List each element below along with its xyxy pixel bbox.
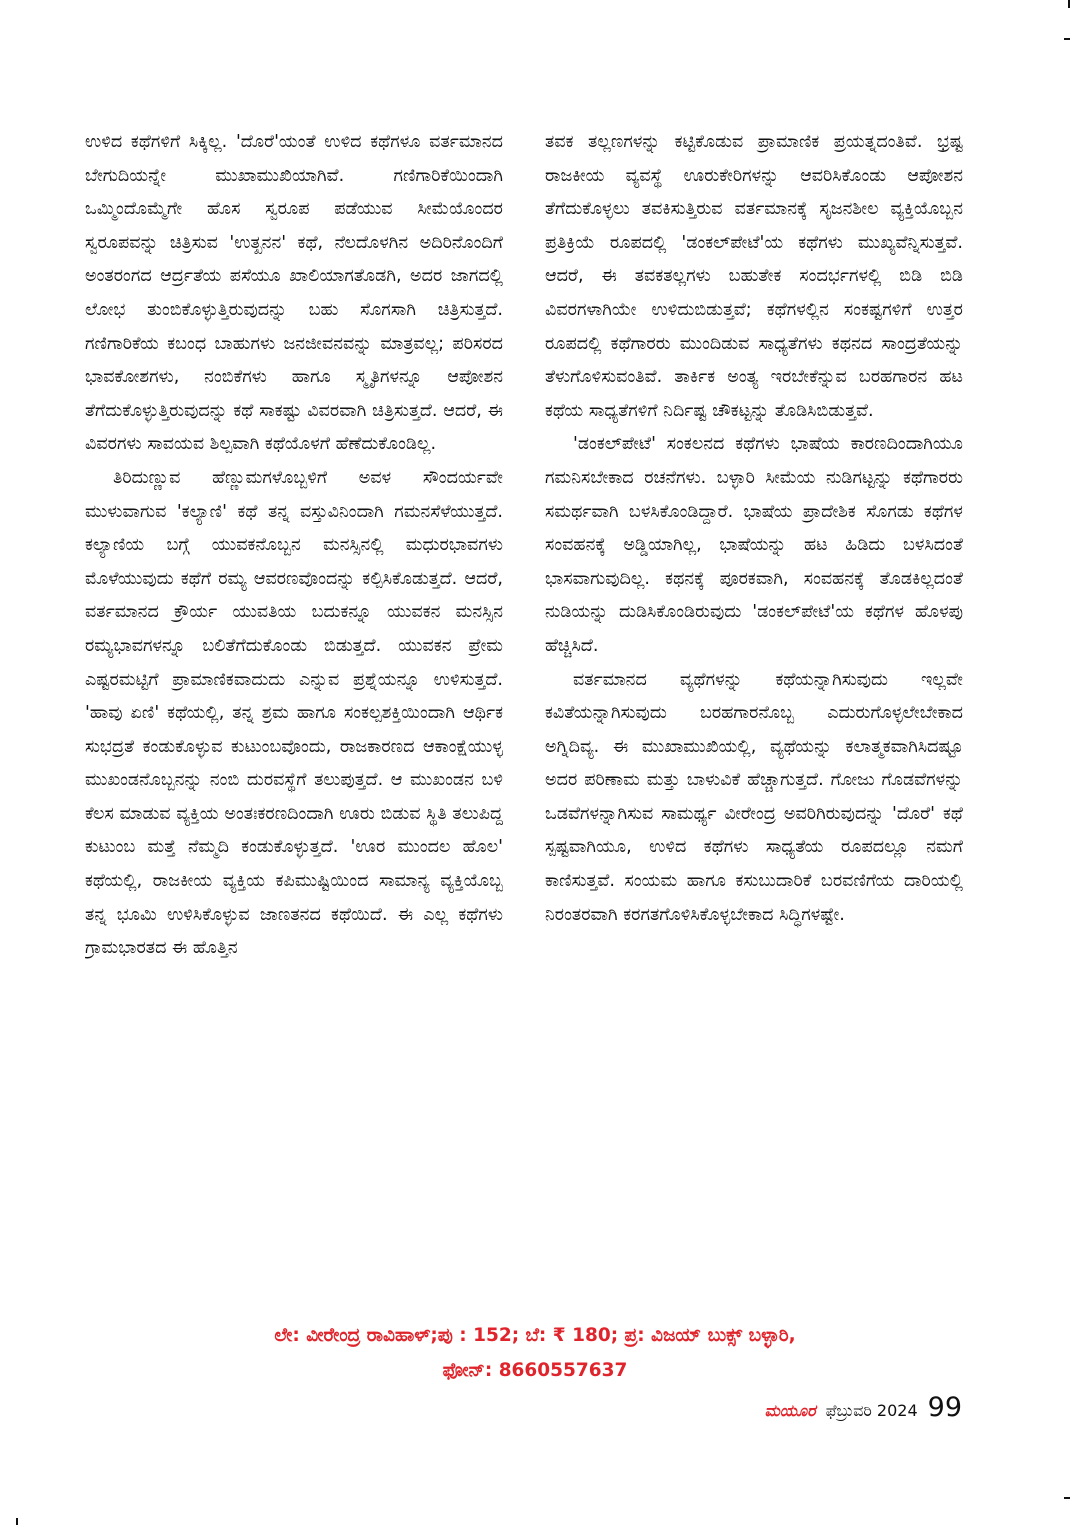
crop-mark-top-right: [1068, 0, 1070, 8]
left-column: [85, 126, 503, 1316]
page-footer: [765, 1392, 962, 1428]
crop-mark-bottom-left: [16, 1518, 18, 1525]
paragraph: ವರ್ತಮಾನದ ವ್ಯಥೆಗಳನ್ನು ಕಥೆಯನ್ನಾಗಿಸುವುದು ಇಲ್ಲವೇ ಕವಿತೆಯನ್ನಾಗಿಸುವುದು ಬರಹಗಾರನೊಬ್ಬ ಎದುರುಗೊಳ್ಳಲೇಬೇಕಾದ ಅಗ್ನಿದಿವ್ಯ. ಈ ಮುಖಾಮುಖಿಯಲ್ಲಿ, ವ್ಯಥೆಯನ್ನು ಕಲಾತ್ಮಕವಾಗಿಸಿದಷ್ಟೂ ಅದರ ಪರಿಣಾಮ ಮತ್ತು ಬಾಳುವಿಕೆ ಹೆಚ್ಚಾಗುತ್ತದೆ. ಗೋಜು ಗೊಡವೆಗಳನ್ನು ಒಡವೆಗಳನ್ನಾಗಿಸುವ ಸಾಮರ್ಥ್ಯ ವೀರೇಂದ್ರ ಅವರಿಗಿರುವುದನ್ನು 'ದೊರೆ' ಕಥೆ ಸ್ಪಷ್ಟವಾಗಿಯೂ, ಉಳಿದ ಕಥೆಗಳು ಸಾಧ್ಯತೆಯ ರೂಪದಲ್ಲೂ ನಮಗೆ ಕಾಣಿಸುತ್ತವೆ. ಸಂಯಮ ಹಾಗೂ ಕಸುಬುದಾರಿಕೆ ಬರವಣಿಗೆಯ ದಾರಿಯಲ್ಲಿ ನಿರಂತರವಾಗಿ ಕರಗತಗೊಳಿಸಿಕೊಳ್ಳಬೇಕಾದ ಸಿದ್ಧಿಗಳಷ್ಟೇ.: [545, 669, 963, 925]
paragraph: ಉಳಿದ ಕಥೆಗಳಿಗೆ ಸಿಕ್ಕಿಲ್ಲ. 'ದೊರೆ'ಯಂತೆ ಉಳಿದ ಕಥೆಗಳೂ ವರ್ತಮಾನದ ಬೇಗುದಿಯನ್ನೇ ಮುಖಾಮುಖಿಯಾಗಿವೆ. ಗಣಿಗಾರಿಕೆಯಿಂದಾಗಿ ಒಮ್ಮಿಂದೊಮ್ಮೆಗೇ ಹೊಸ ಸ್ವರೂಪ ಪಡೆಯುವ ಸೀಮೆಯೊಂದರ ಸ್ವರೂಪವನ್ನು ಚಿತ್ರಿಸುವ 'ಉತ್ಖನನ' ಕಥೆ, ನೆಲದೊಳಗಿನ ಅದಿರಿನೊಂದಿಗೆ ಅಂತರಂಗದ ಆರ್ದ್ರತೆಯ ಪಸೆಯೂ ಖಾಲಿಯಾಗತೊಡಗಿ, ಅದರ ಜಾಗದಲ್ಲಿ ಲೋಭ ತುಂಬಿಕೊಳ್ಳುತ್ತಿರುವುದನ್ನು ಬಹು ಸೊಗಸಾಗಿ ಚಿತ್ರಿಸುತ್ತದೆ. ಗಣಿಗಾರಿಕೆಯ ಕಬಂಧ ಬಾಹುಗಳು ಜನಜೀವನವನ್ನು ಮಾತ್ರವಲ್ಲ; ಪರಿಸರದ ಭಾವಕೋಶಗಳು, ನಂಬಿಕೆಗಳು ಹಾಗೂ ಸ್ಮೃತಿಗಳನ್ನೂ ಆಪೋಶನ ತೆಗೆದುಕೊಳ್ಳುತ್ತಿರುವುದನ್ನು ಕಥೆ ಸಾಕಷ್ಟು ವಿವರವಾಗಿ ಚಿತ್ರಿಸುತ್ತದೆ. ಆದರೆ, ಈ ವಿವರಗಳು ಸಾವಯವ ಶಿಲ್ಪವಾಗಿ ಕಥೆಯೊಳಗೆ ಹೆಣೆದುಕೊಂಡಿಲ್ಲ.: [85, 132, 503, 455]
paragraph: ತಿರಿದುಣ್ಣುವ ಹೆಣ್ಣುಮಗಳೊಬ್ಬಳಿಗೆ ಅವಳ ಸೌಂದರ್ಯವೇ ಮುಳುವಾಗುವ 'ಕಲ್ಯಾಣಿ' ಕಥೆ ತನ್ನ ವಸ್ತುವಿನಿಂದಾಗಿ ಗಮನಸೆಳೆಯುತ್ತದೆ. ಕಲ್ಯಾಣಿಯ ಬಗ್ಗೆ ಯುವಕನೊಬ್ಬನ ಮನಸ್ಸಿನಲ್ಲಿ ಮಧುರಭಾವಗಳು ಮೊಳೆಯುವುದು ಕಥೆಗೆ ರಮ್ಯ ಆವರಣವೊಂದನ್ನು ಕಲ್ಪಿಸಿಕೊಡುತ್ತದೆ. ಆದರೆ, ವರ್ತಮಾನದ ಕ್ರೌರ್ಯ ಯುವತಿಯ ಬದುಕನ್ನೂ ಯುವಕನ ಮನಸ್ಸಿನ ರಮ್ಯಭಾವಗಳನ್ನೂ ಬಲಿತೆಗೆದುಕೊಂಡು ಬಿಡುತ್ತದೆ. ಯುವಕನ ಪ್ರೇಮ ಎಷ್ಟರಮಟ್ಟಿಗೆ ಪ್ರಾಮಾಣಿಕವಾದುದು ಎನ್ನುವ ಪ್ರಶ್ನೆಯನ್ನೂ ಉಳಿಸುತ್ತದೆ. 'ಹಾವು ಏಣಿ' ಕಥೆಯಲ್ಲಿ, ತನ್ನ ಶ್ರಮ ಹಾಗೂ ಸಂಕಲ್ಪಶಕ್ತಿಯಿಂದಾಗಿ ಆರ್ಥಿಕ ಸುಭದ್ರತೆ ಕಂಡುಕೊಳ್ಳುವ ಕುಟುಂಬವೊಂದು, ರಾಜಕಾರಣದ ಆಕಾಂಕ್ಷೆಯುಳ್ಳ ಮುಖಂಡನೊಬ್ಬನನ್ನು ನಂಬಿ ದುರವಸ್ಥೆಗೆ ತಲುಪುತ್ತದೆ. ಆ ಮುಖಂಡನ ಬಳಿ ಕೆಲಸ ಮಾಡುವ ವ್ಯಕ್ತಿಯ ಅಂತಃಕರಣದಿಂದಾಗಿ ಊರು ಬಿಡುವ ಸ್ಥಿತಿ ತಲುಪಿದ್ದ ಕುಟುಂಬ ಮತ್ತೆ ನೆಮ್ಮದಿ ಕಂಡುಕೊಳ್ಳುತ್ತದೆ. 'ಊರ ಮುಂದಲ ಹೊಲ' ಕಥೆಯಲ್ಲಿ, ರಾಜಕೀಯ ವ್ಯಕ್ತಿಯ ಕಪಿಮುಷ್ಟಿಯಿಂದ ಸಾಮಾನ್ಯ ವ್ಯಕ್ತಿಯೊಬ್ಬ ತನ್ನ ಭೂಮಿ ಉಳಿಸಿಕೊಳ್ಳುವ ಜಾಣತನದ ಕಥೆಯಿದೆ. ಈ ಎಲ್ಲ ಕಥೆಗಳು ಗ್ರಾಮಭಾರತದ ಈ ಹೊತ್ತಿನ: [85, 467, 503, 959]
crop-mark-top-right-dash: [1064, 38, 1070, 40]
book-credits-line: ಲೇ: ವೀರೇಂದ್ರ ರಾವಿಹಾಳ್‌;ಪು : 152; ಬೆ: ₹ 180; ಪ್ರ: ವಿಜಯ್ ಬುಕ್ಸ್ ಬಳ್ಳಾರಿ,: [274, 1325, 796, 1346]
article-body: [85, 126, 963, 1316]
magazine-name: ಮಯೂರ: [764, 1401, 816, 1420]
paragraph: ತವಕ ತಲ್ಲಣಗಳನ್ನು ಕಟ್ಟಿಕೊಡುವ ಪ್ರಾಮಾಣಿಕ ಪ್ರಯತ್ನದಂತಿವೆ. ಭ್ರಷ್ಟ ರಾಜಕೀಯ ವ್ಯವಸ್ಥೆ ಊರುಕೇರಿಗಳನ್ನು ಆವರಿಸಿಕೊಂಡು ಆಪೋಶನ ತೆಗೆದುಕೊಳ್ಳಲು ತವಕಿಸುತ್ತಿರುವ ವರ್ತಮಾನಕ್ಕೆ ಸೃಜನಶೀಲ ವ್ಯಕ್ತಿಯೊಬ್ಬನ ಪ್ರತಿಕ್ರಿಯೆ ರೂಪದಲ್ಲಿ 'ಡಂಕಲ್‌ಪೇಟೆ'ಯ ಕಥೆಗಳು ಮುಖ್ಯವೆನ್ನಿಸುತ್ತವೆ. ಆದರೆ, ಈ ತವಕತಲ್ಲಗಳು ಬಹುತೇಕ ಸಂದರ್ಭಗಳಲ್ಲಿ ಬಿಡಿ ಬಿಡಿ ವಿವರಗಳಾಗಿಯೇ ಉಳಿದುಬಿಡುತ್ತವೆ; ಕಥೆಗಳಲ್ಲಿನ ಸಂಕಷ್ಟಗಳಿಗೆ ಉತ್ತರ ರೂಪದಲ್ಲಿ ಕಥೆಗಾರರು ಮುಂದಿಡುವ ಸಾಧ್ಯತೆಗಳು ಕಥನದ ಸಾಂದ್ರತೆಯನ್ನು ತೆಳುಗೊಳಿಸುವಂತಿವೆ. ತಾರ್ಕಿಕ ಅಂತ್ಯ ಇರಬೇಕೆನ್ನುವ ಬರಹಗಾರನ ಹಟ ಕಥೆಯ ಸಾಧ್ಯತೆಗಳಿಗೆ ನಿರ್ದಿಷ್ಟ ಚೌಕಟ್ಟನ್ನು ತೊಡಿಸಿಬಿಡುತ್ತವೆ.: [545, 132, 963, 421]
crop-mark-bottom-right-dash: [1064, 1497, 1070, 1499]
book-phone-line: ಫೋನ್: 8660557637: [442, 1360, 628, 1381]
right-column: [545, 126, 963, 1316]
book-credits: [85, 1318, 985, 1388]
page-number: 99: [927, 1392, 962, 1423]
paragraph: 'ಡಂಕಲ್‌ಪೇಟೆ' ಸಂಕಲನದ ಕಥೆಗಳು ಭಾಷೆಯ ಕಾರಣದಿಂದಾಗಿಯೂ ಗಮನಿಸಬೇಕಾದ ರಚನೆಗಳು. ಬಳ್ಳಾರಿ ಸೀಮೆಯ ನುಡಿಗಟ್ಟನ್ನು ಕಥೆಗಾರರು ಸಮರ್ಥವಾಗಿ ಬಳಸಿಕೊಂಡಿದ್ದಾರೆ. ಭಾಷೆಯ ಪ್ರಾದೇಶಿಕ ಸೊಗಡು ಕಥೆಗಳ ಸಂವಹನಕ್ಕೆ ಅಡ್ಡಿಯಾಗಿಲ್ಲ, ಭಾಷೆಯನ್ನು ಹಟ ಹಿಡಿದು ಬಳಸಿದಂತೆ ಭಾಸವಾಗುವುದಿಲ್ಲ. ಕಥನಕ್ಕೆ ಪೂರಕವಾಗಿ, ಸಂವಹನಕ್ಕೆ ತೊಡಕಿಲ್ಲದಂತೆ ನುಡಿಯನ್ನು ದುಡಿಸಿಕೊಂಡಿರುವುದು 'ಡಂಕಲ್‌ಪೇಟೆ'ಯ ಕಥೆಗಳ ಹೊಳಪು ಹೆಚ್ಚಿಸಿದೆ.: [545, 434, 963, 656]
issue-date: ಫೆಬ್ರುವರಿ 2024: [825, 1401, 918, 1420]
